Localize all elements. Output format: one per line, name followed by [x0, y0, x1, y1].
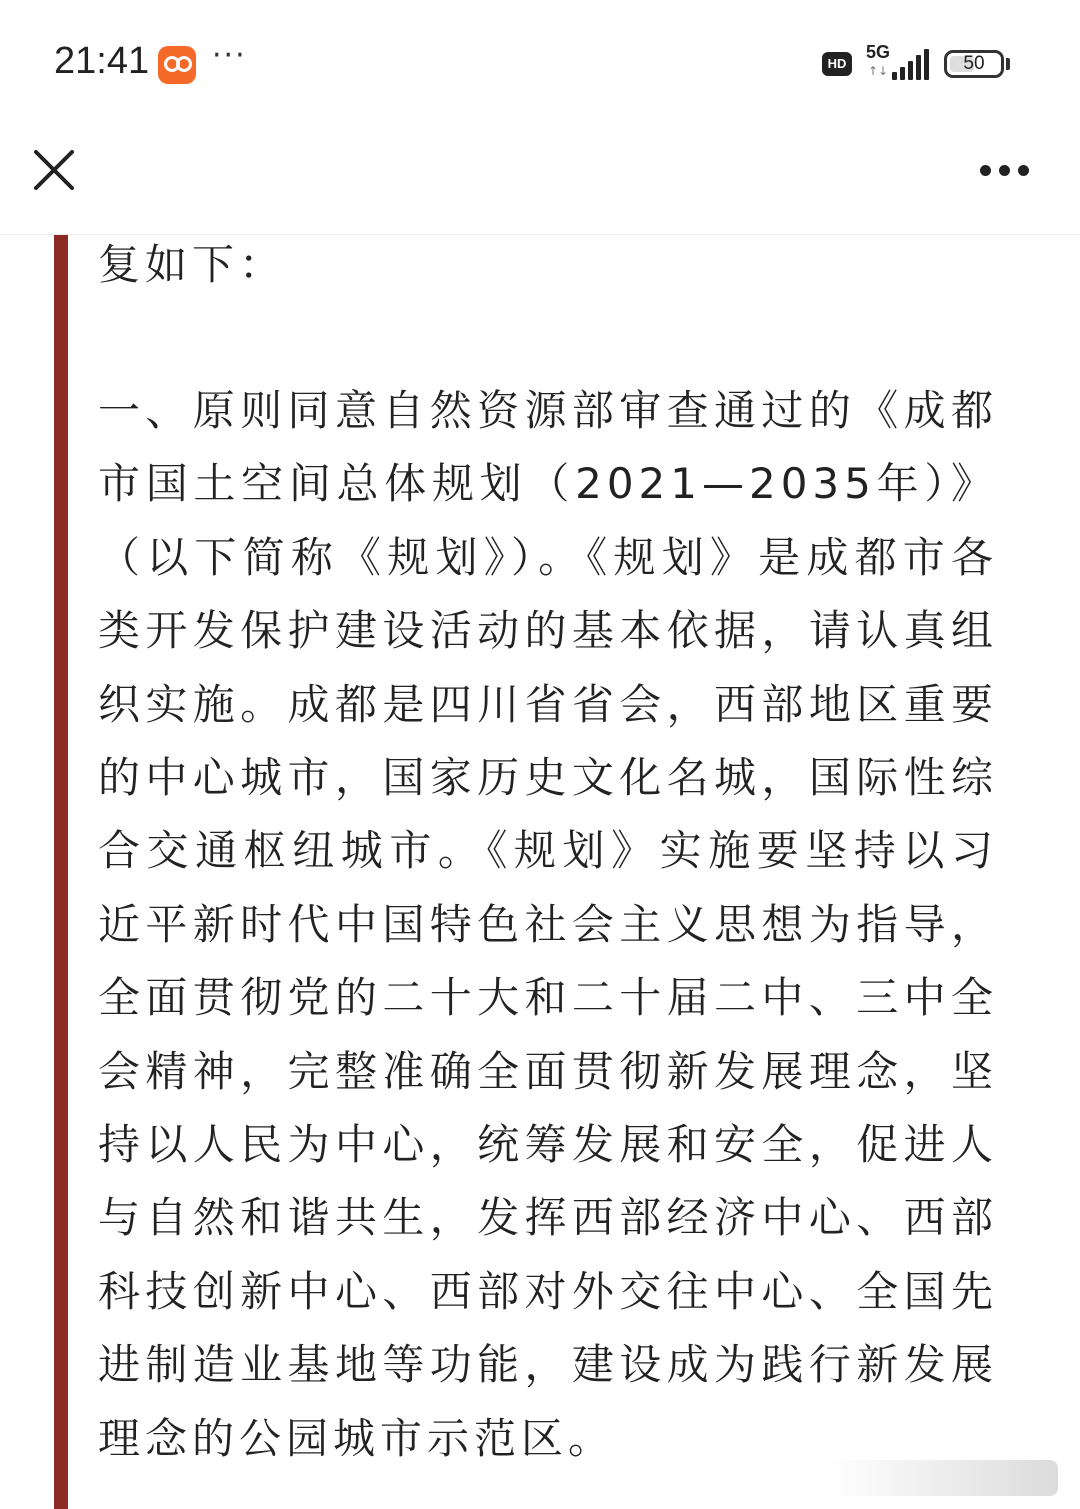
scroll-indicator: [828, 1460, 1058, 1496]
close-button[interactable]: [26, 142, 82, 198]
signal-strength-icon: [892, 48, 932, 80]
close-icon: [26, 142, 82, 198]
article-paragraph: 复如下：: [98, 240, 287, 289]
more-notifications-icon: ···: [212, 38, 247, 73]
nav-bar: [0, 120, 1080, 235]
more-options-button[interactable]: [970, 142, 1040, 198]
data-activity-icon: ↑↓: [868, 64, 889, 78]
article-content: [0, 235, 1080, 1509]
status-time: 21:41: [54, 40, 150, 82]
network-type-label: 5G: [866, 42, 891, 62]
battery-icon: [944, 50, 1004, 78]
blockquote-accent-bar: [54, 235, 68, 1509]
article-paragraph: 一、原则同意自然资源部审查通过的《成都市国土空间总体规划（2021—2035年）》（以下简称《规划》）。《规划》是成都市各类开发保护建设活动的基本依据，请认真组织实施。成都是四川省省会，西部地区重要的中心城市，国家历史文化名城，国际性综合交通枢纽城市。《规划》实施要坚持以习近平新时代中国特色社会主义思想为指导，全面贯彻党的二十大和二十届二中、三中全会精神，完整准确全面贯彻新发展理念，坚持以人民为中心，统筹发展和安全，促进人与自然和谐共生，发挥西部经济中心、西部科技创新中心、西部对外交往中心、全国先进制造业基地等功能，建设成为践行新发展理念的公园城市示范区。: [98, 386, 998, 1463]
app-notification-icon: [158, 46, 196, 84]
more-horizontal-icon: [980, 165, 991, 176]
status-bar: [0, 0, 1080, 120]
battery-cap: [1006, 58, 1010, 70]
battery-level: 50: [963, 53, 985, 74]
hd-badge: HD: [822, 52, 852, 76]
